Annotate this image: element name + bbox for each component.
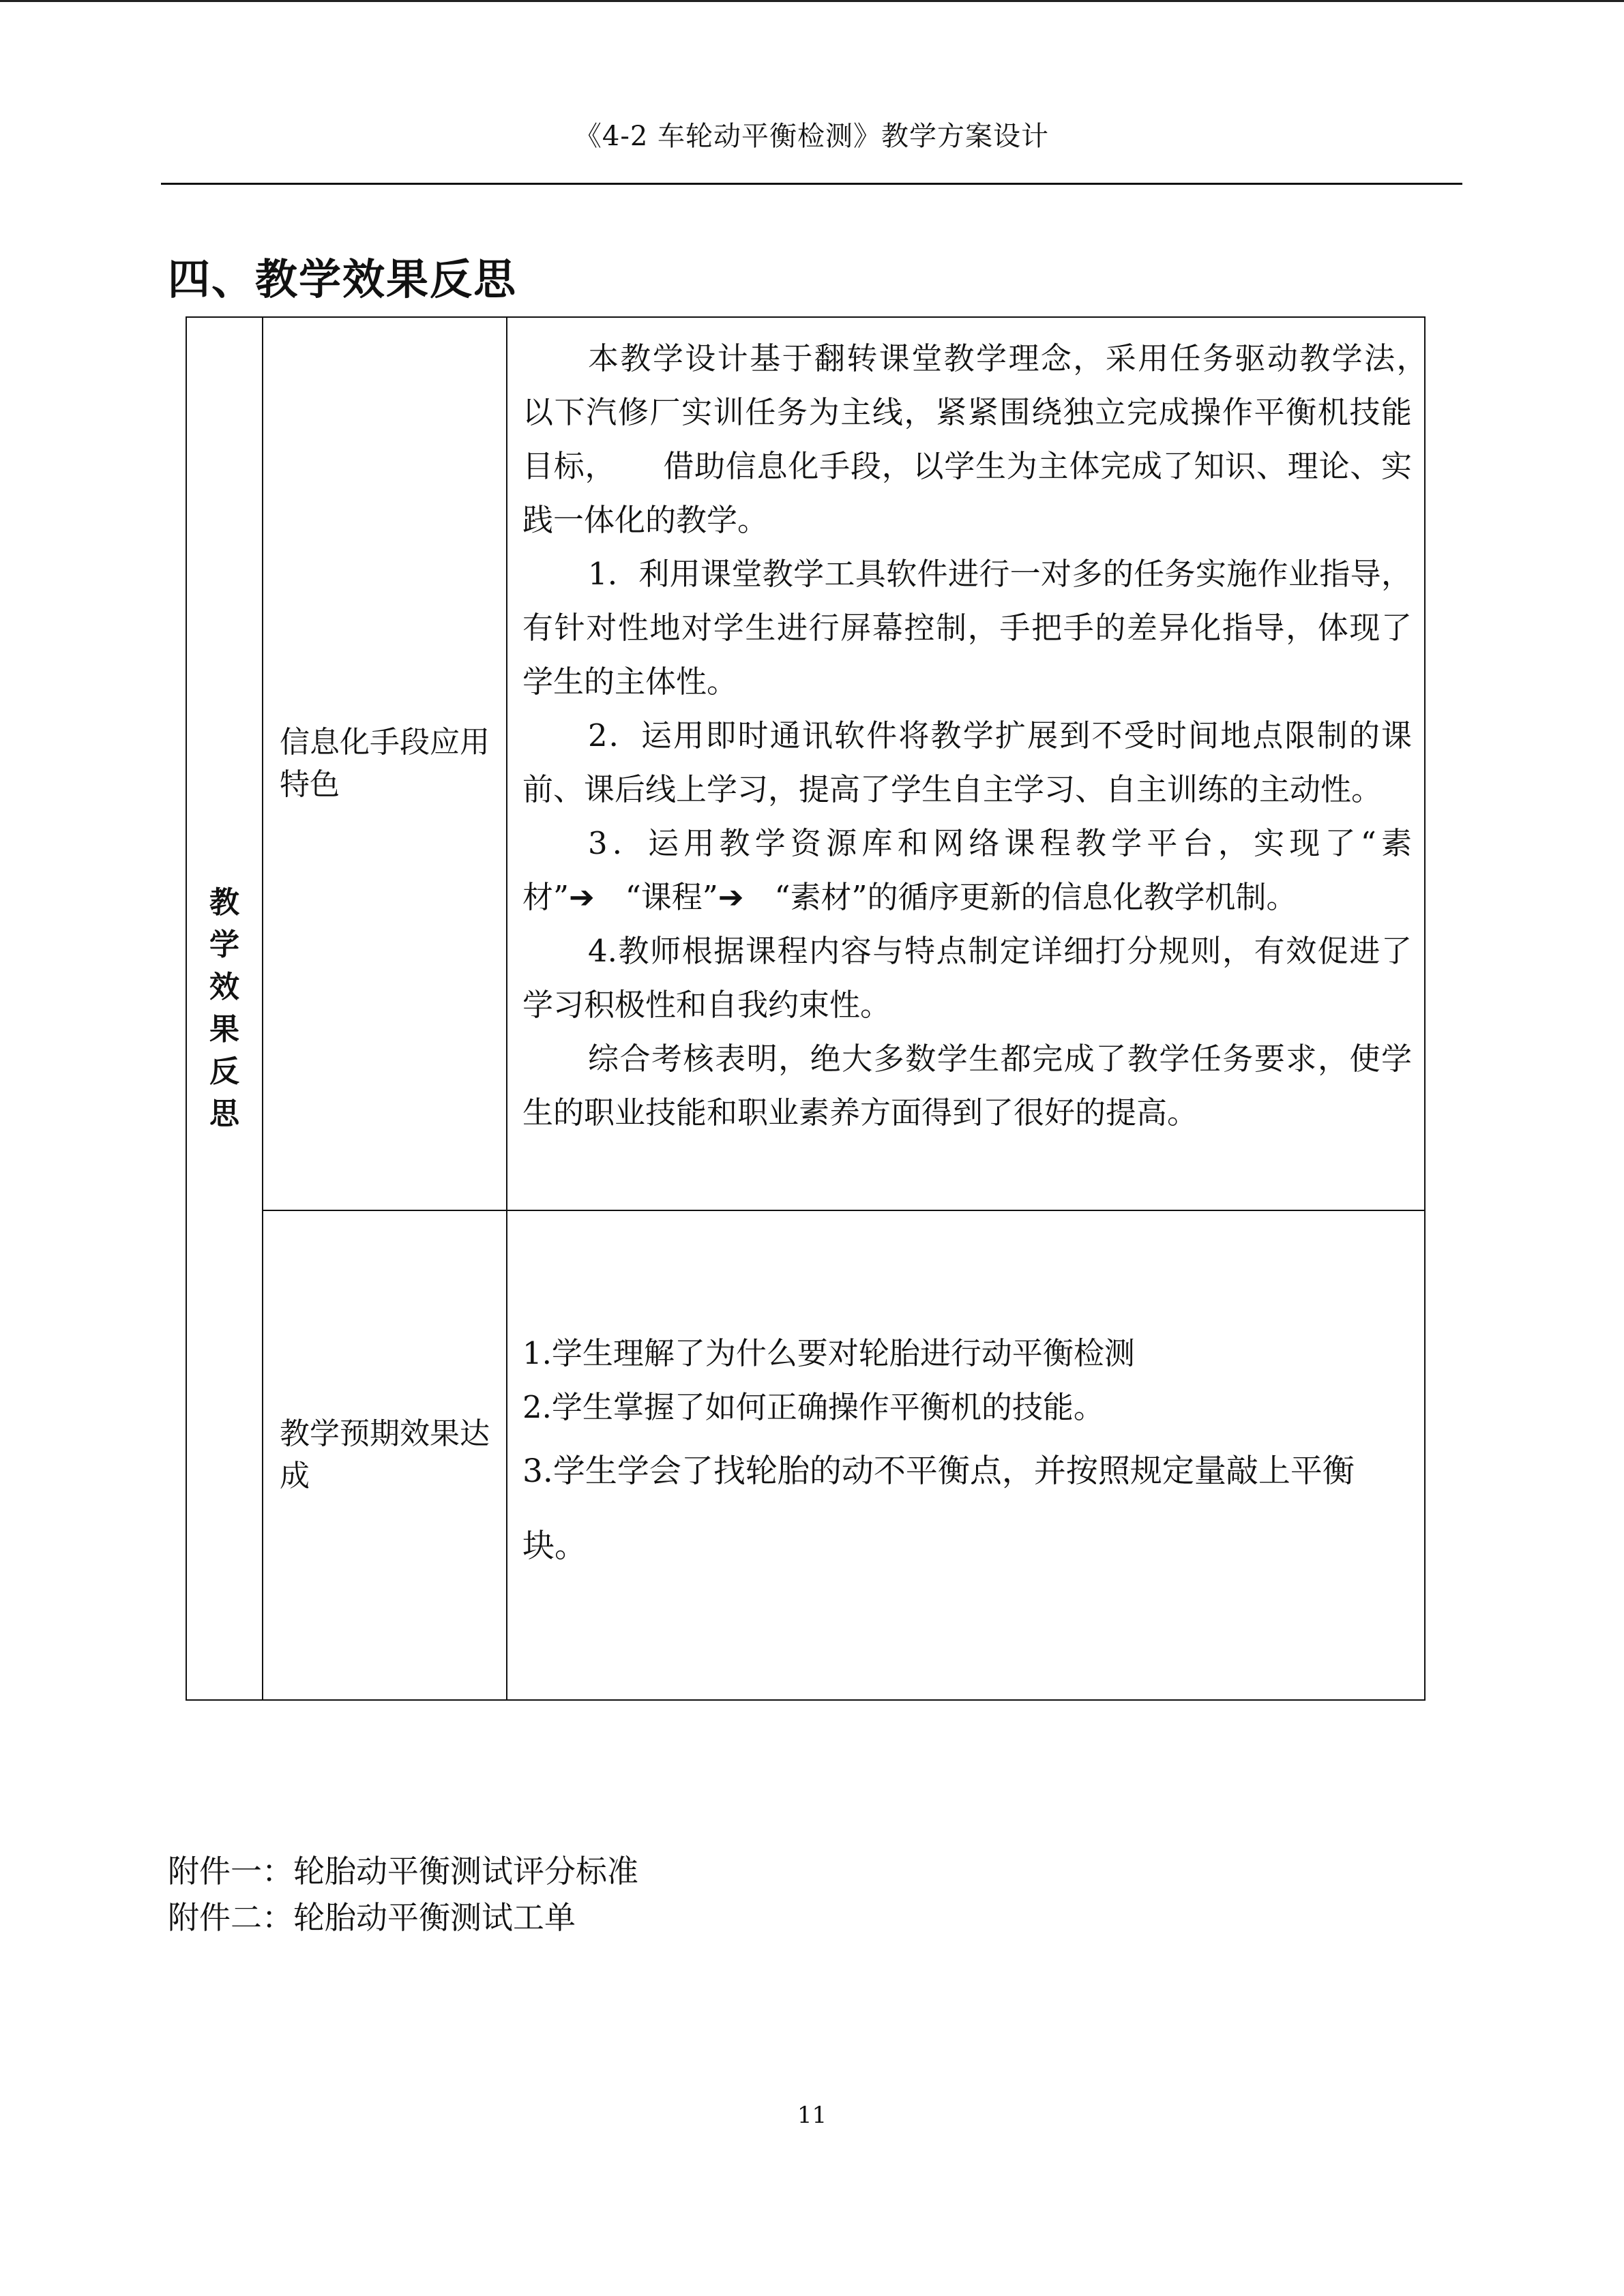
attachment-item: 附件一：轮胎动平衡测试评分标准 bbox=[168, 1853, 638, 1890]
info-features-content bbox=[507, 317, 1443, 1210]
row-label-expected-effect: 教学预期效果达成 bbox=[263, 1210, 507, 1700]
list-item: 1.学生理解了为什么要对轮胎进行动平衡检测 bbox=[522, 1335, 1135, 1371]
paragraph: 1．利用课堂教学工具软件进行一对多的任务实施作业指导，有针对性地对学生进行屏幕控制，手把手的差异化指导，体现了学生的主体性。 bbox=[522, 556, 1412, 700]
attachments-list bbox=[168, 1848, 638, 1941]
reflection-table bbox=[186, 316, 1443, 1701]
right-arrow-icon: ➔ bbox=[718, 879, 744, 915]
side-label-char: 学 bbox=[209, 927, 239, 962]
page-number: 11 bbox=[797, 2102, 827, 2129]
side-label-char: 反 bbox=[209, 1054, 239, 1089]
side-label-char: 教 bbox=[209, 885, 239, 920]
list-item: 2.学生掌握了如何正确操作平衡机的技能。 bbox=[522, 1389, 1104, 1425]
section-title: 四、教学效果反思 bbox=[168, 254, 518, 304]
table-row bbox=[186, 317, 1425, 1210]
header-rule bbox=[161, 183, 1462, 185]
expected-effect-content bbox=[507, 1210, 1425, 1700]
paragraph: 综合考核表明，绝大多数学生都完成了教学任务要求，使学生的职业技能和职业素养方面得到了很好的提高。 bbox=[522, 1041, 1412, 1131]
page-top-border bbox=[0, 0, 1624, 2]
side-label-char: 果 bbox=[209, 1012, 239, 1047]
side-label-cell bbox=[186, 317, 263, 1700]
paragraph-text: 3．运用教学资源库和网络课程教学平台，实现了“素材” bbox=[522, 825, 1412, 915]
paragraph-text: “课程” bbox=[594, 879, 718, 915]
side-label-char: 效 bbox=[209, 970, 239, 1004]
attachment-item: 附件二：轮胎动平衡测试工单 bbox=[168, 1899, 576, 1936]
paragraph-text: “素材”的循序更新的信息化教学机制。 bbox=[743, 879, 1297, 915]
table-row bbox=[186, 1210, 1425, 1700]
list-item: 3.学生学会了找轮胎的动不平衡点，并按照规定量敲上平衡块。 bbox=[522, 1452, 1355, 1565]
paragraph: 4.教师根据课程内容与特点制定详细打分规则，有效促进了学习积极性和自我约束性。 bbox=[522, 933, 1412, 1023]
side-label-char: 思 bbox=[209, 1097, 239, 1131]
right-arrow-icon: ➔ bbox=[569, 879, 595, 915]
paragraph bbox=[522, 816, 1412, 924]
paragraph: 本教学设计基于翻转课堂教学理念，采用任务驱动教学法， 以下汽修厂实训任务为主线，紧紧围绕独立完成操作平衡机技能目标， 借助信息化手段，以学生为主体完成了知识、理论、实践一体化的教学。 bbox=[522, 340, 1443, 538]
running-header: 《4-2 车轮动平衡检测》教学方案设计 bbox=[574, 121, 1050, 152]
row-label-info-features: 信息化手段应用特色 bbox=[263, 317, 507, 1210]
paragraph: 2．运用即时通讯软件将教学扩展到不受时间地点限制的课前、课后线上学习，提高了学生自主学习、自主训练的主动性。 bbox=[522, 717, 1412, 807]
